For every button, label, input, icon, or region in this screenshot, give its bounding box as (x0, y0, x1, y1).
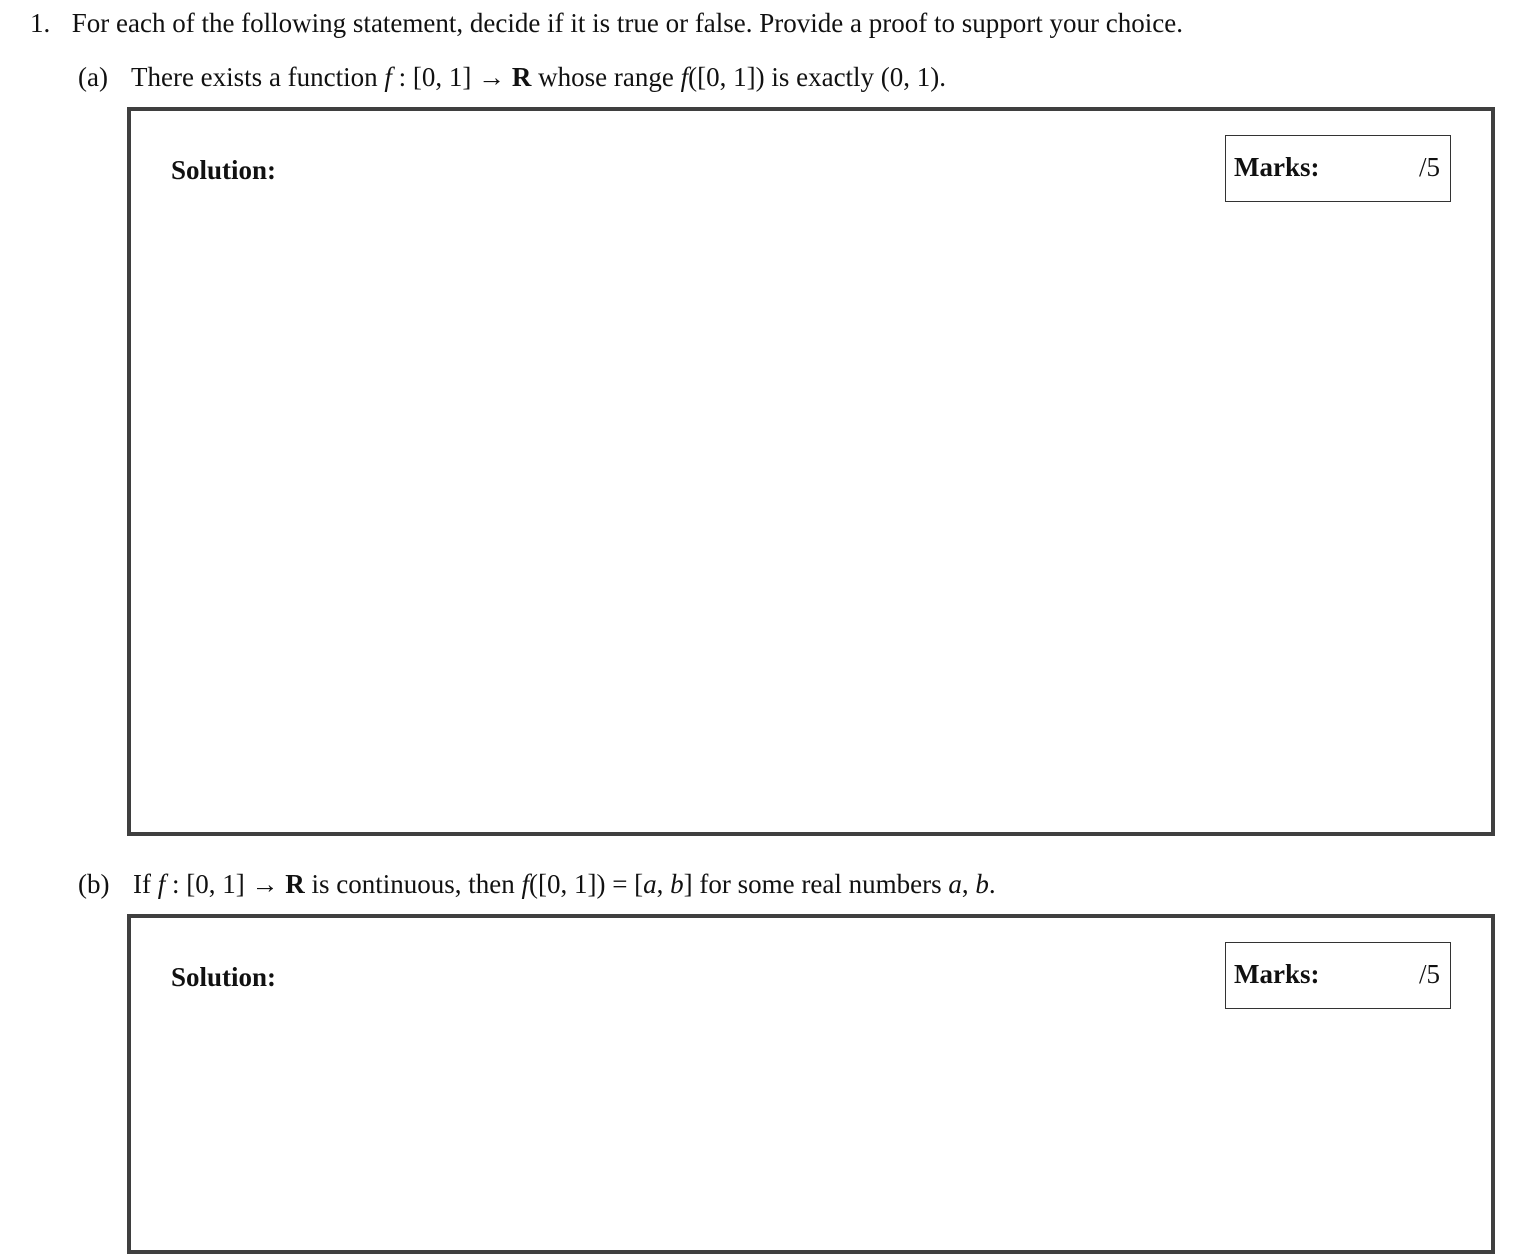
part-b-label: (b) (78, 869, 110, 899)
part-a-solution-label: Solution: (171, 155, 277, 185)
part-b-answer-box[interactable] (127, 914, 1495, 1254)
part-b-marks-value: /5 (1418, 959, 1440, 989)
question-prompt: For each of the following statement, decide if it is true or false. Provide a proof to support your choice. (71, 8, 1183, 38)
part-b-solution-label: Solution: (171, 962, 277, 992)
part-b-text: If f : [0, 1] → R is continuous, then f([0, 1]) = [a, b] for some real numbers a, b. (132, 869, 996, 899)
question-header (30, 6, 1183, 40)
part-a-marks-value: /5 (1418, 152, 1440, 182)
part-a-statement (78, 60, 946, 94)
part-a-text: There exists a function f : [0, 1] → R whose range f([0, 1]) is exactly (0, 1). (130, 62, 947, 92)
part-b-statement (78, 867, 996, 901)
part-a-answer-box[interactable] (127, 107, 1495, 836)
part-a-marks-box[interactable] (1225, 135, 1451, 202)
part-a-label: (a) (78, 62, 108, 92)
part-b-marks-box[interactable] (1225, 942, 1451, 1009)
part-b-marks-label: Marks: (1234, 959, 1320, 989)
part-a-marks-label: Marks: (1234, 152, 1320, 182)
question-number: 1. (30, 8, 51, 38)
